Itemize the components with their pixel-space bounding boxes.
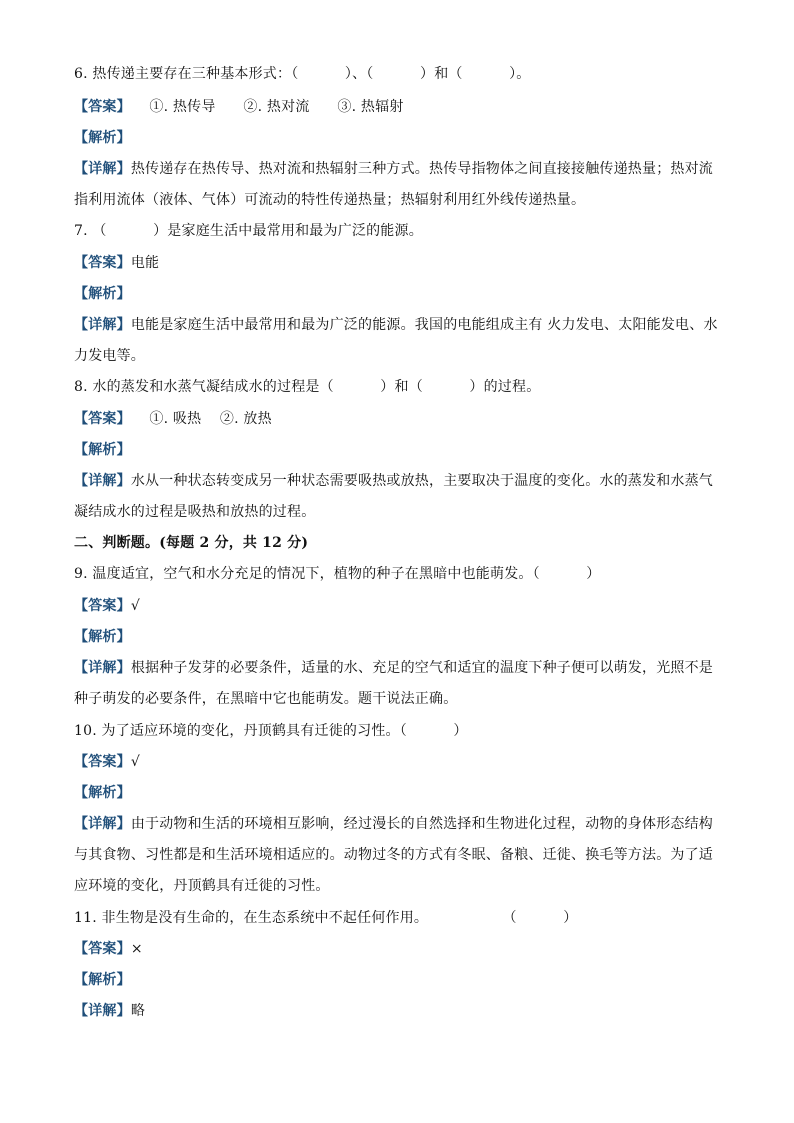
analysis-tag: 【解析】 (74, 442, 131, 458)
answer-text: ①. 吸热 ②. 放热 (130, 411, 272, 427)
answer-9 (74, 596, 140, 616)
detail-text: 水从一种状态转变成另一种状态需要吸热或放热，主要取决于温度的变化。水的蒸发和水蒸气凝结成水的过程是吸热和放热的过程。 (74, 473, 714, 520)
detail-10 (74, 809, 722, 902)
analysis-6 (74, 128, 131, 148)
detail-tag: 【详解】 (74, 473, 131, 489)
detail-text: 由于动物和生活的环境相互影响，经过漫长的自然选择和生物进化过程，动物的身体形态结构与其食物、习性都是和生活环境相适应的。动物过冬的方式有冬眠、备粮、迁徙、换毛等方法。为了适应环境的变化，丹顶鹤具有迁徙的习性。 (74, 816, 714, 894)
answer-text: ①. 热传导 ②. 热对流 ③. 热辐射 (130, 99, 404, 115)
question-7: 7. （ ）是家庭生活中最常用和最为广泛的能源。 (74, 223, 423, 239)
detail-text: 热传递存在热传导、热对流和热辐射三种方式。热传导指物体之间直接接触传递热量；热对流指利用流体（液体、气体）可流动的特性传递热量；热辐射利用红外线传递热量。 (74, 161, 714, 208)
detail-6 (74, 154, 722, 216)
detail-7 (74, 310, 722, 372)
answer-8 (74, 409, 272, 429)
analysis-10 (74, 783, 131, 803)
detail-text: 电能是家庭生活中最常用和最为广泛的能源。我国的电能组成主有 火力发电、太阳能发电、水力发电等。 (74, 317, 718, 364)
answer-text: × (130, 941, 143, 957)
answer-text: 电能 (130, 255, 160, 271)
answer-tag: 【答案】 (74, 99, 131, 115)
detail-11 (74, 1001, 145, 1021)
analysis-tag: 【解析】 (74, 972, 131, 988)
detail-tag: 【详解】 (74, 1003, 131, 1019)
question-6: 6. 热传递主要存在三种基本形式：（ ）、（ ）和（ ）。 (74, 66, 531, 82)
answer-tag: 【答案】 (74, 411, 131, 427)
answer-11 (74, 939, 143, 959)
detail-8 (74, 466, 722, 528)
answer-tag: 【答案】 (74, 754, 131, 770)
analysis-tag: 【解析】 (74, 629, 131, 645)
detail-text: 略 (130, 1003, 146, 1019)
section-title-judgment: 二、判断题。(每题 2 分，共 12 分) (74, 535, 309, 551)
detail-tag: 【详解】 (74, 660, 131, 676)
answer-10 (74, 752, 140, 772)
analysis-8 (74, 440, 131, 460)
detail-9 (74, 653, 722, 715)
answer-tag: 【答案】 (74, 598, 131, 614)
analysis-tag: 【解析】 (74, 286, 131, 302)
answer-tag: 【答案】 (74, 941, 131, 957)
analysis-tag: 【解析】 (74, 785, 131, 801)
answer-text: √ (130, 598, 140, 614)
question-9: 9. 温度适宜，空气和水分充足的情况下，植物的种子在黑暗中也能萌发。（ ） (74, 566, 601, 582)
analysis-7 (74, 284, 131, 304)
question-11: 11. 非生物是没有生命的，在生态系统中不起任何作用。 （ ） (74, 910, 578, 926)
answer-6 (74, 97, 404, 117)
analysis-11 (74, 970, 131, 990)
detail-tag: 【详解】 (74, 816, 131, 832)
question-8: 8. 水的蒸发和水蒸气凝结成水的过程是（ ）和（ ）的过程。 (74, 379, 541, 395)
analysis-tag: 【解析】 (74, 130, 131, 146)
analysis-9 (74, 627, 131, 647)
detail-tag: 【详解】 (74, 161, 131, 177)
question-10: 10. 为了适应环境的变化，丹顶鹤具有迁徙的习性。（ ） (74, 723, 468, 739)
answer-tag: 【答案】 (74, 255, 131, 271)
detail-tag: 【详解】 (74, 317, 131, 333)
detail-text: 根据种子发芽的必要条件，适量的水、充足的空气和适宜的温度下种子便可以萌发，光照不是种子萌发的必要条件，在黑暗中它也能萌发。题干说法正确。 (74, 660, 714, 707)
answer-text: √ (130, 754, 140, 770)
answer-7 (74, 253, 159, 273)
